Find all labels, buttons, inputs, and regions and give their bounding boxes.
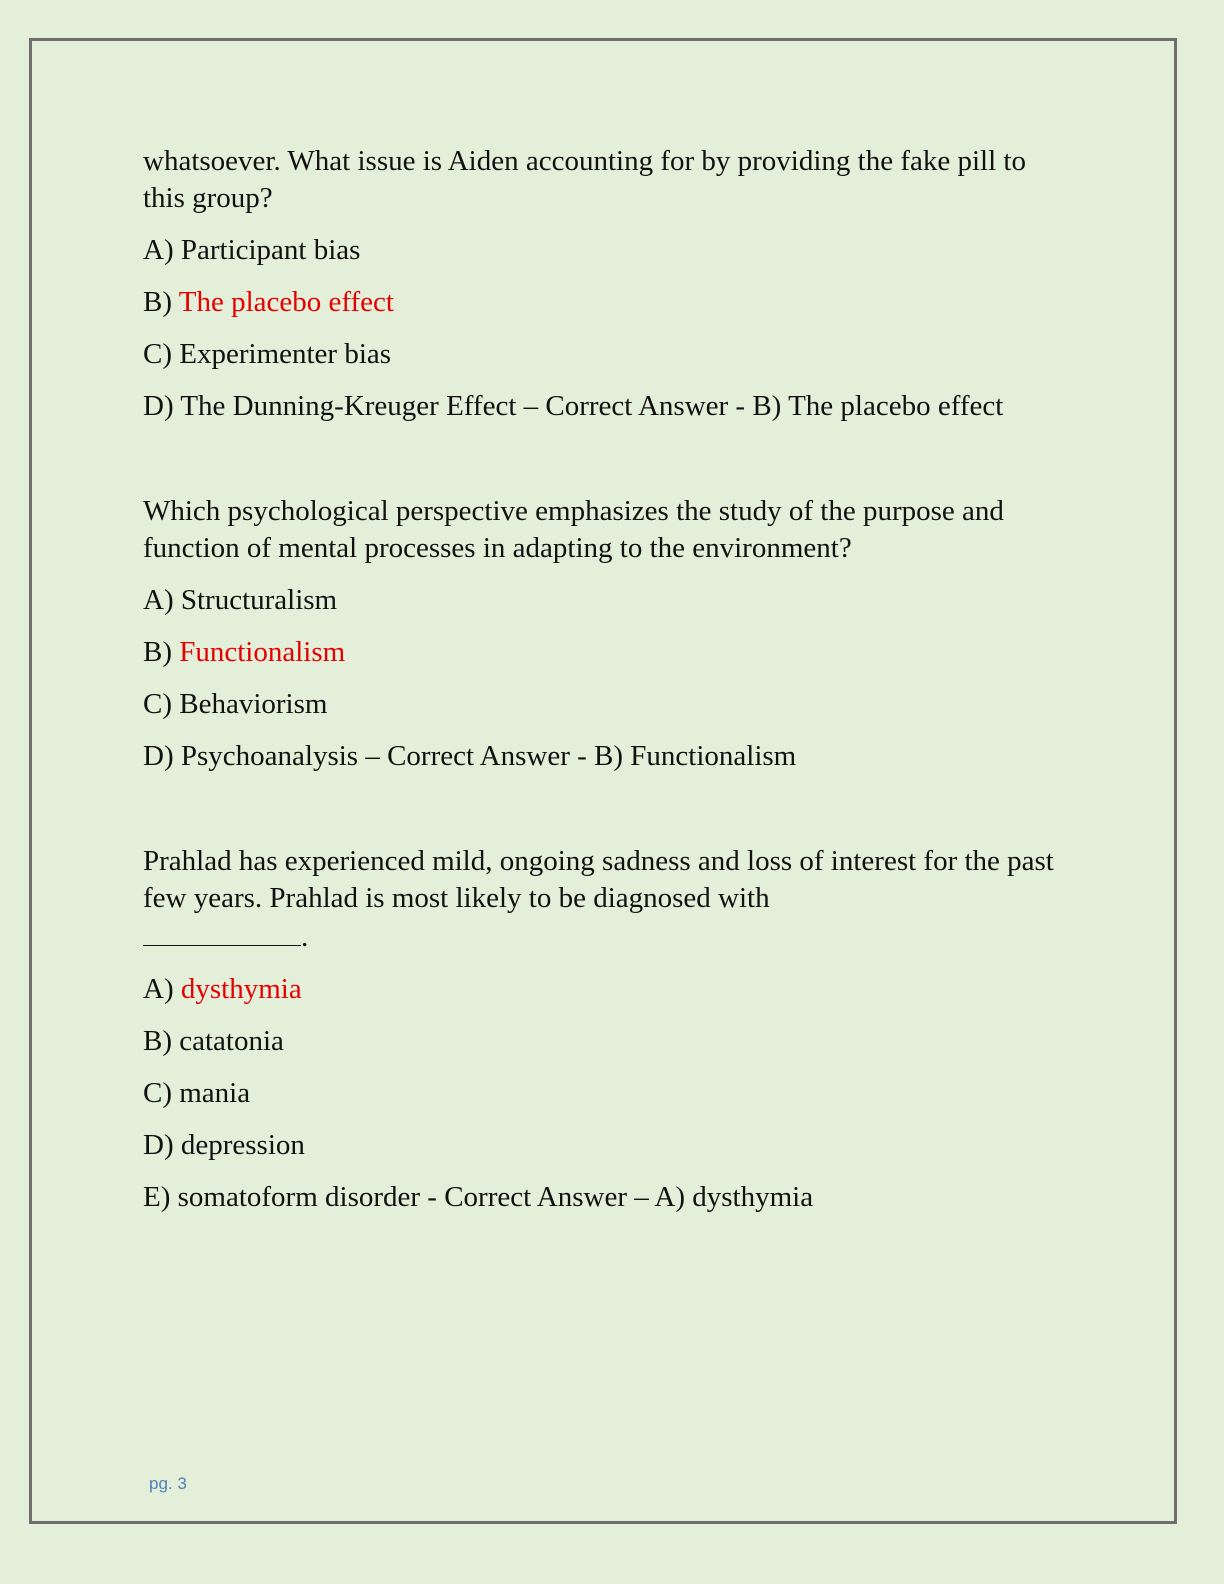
fill-in-blank <box>143 917 301 946</box>
answer-option-correct: A) dysthymia <box>143 973 302 1005</box>
answer-option-correct: B) The placebo effect <box>143 286 394 318</box>
question-block <box>143 143 1063 425</box>
question-block <box>143 493 1063 775</box>
answer-option: C) Experimenter bias <box>143 338 392 370</box>
answer-option-correct: B) Functionalism <box>143 636 346 668</box>
document-body <box>143 143 1063 1216</box>
question-block <box>143 843 1063 1216</box>
correct-answer-highlight: dysthymia <box>180 973 302 1005</box>
question-stem: Prahlad has experienced mild, ongoing sadness and loss of interest for the past few years. Prahlad is most likely to be diagnosed with . <box>143 845 1054 953</box>
correct-answer-highlight: The placebo effect <box>178 286 394 318</box>
answer-option: A) Participant bias <box>143 234 361 266</box>
answer-option: C) mania <box>143 1077 251 1109</box>
question-stem: Which psychological perspective emphasizes the study of the purpose and function of mental processes in adapting to the environment? <box>143 495 1004 564</box>
correct-answer-highlight: Functionalism <box>179 636 346 668</box>
page-number: pg. 3 <box>149 1474 187 1493</box>
answer-option: D) The Dunning-Kreuger Effect – Correct Answer - B) The placebo effect <box>143 390 1004 422</box>
answer-option: E) somatoform disorder - Correct Answer – A) dysthymia <box>143 1181 814 1213</box>
question-stem: whatsoever. What issue is Aiden accounting for by providing the fake pill to this group? <box>143 145 1026 214</box>
answer-option: B) catatonia <box>143 1025 284 1057</box>
answer-option: A) Structuralism <box>143 584 338 616</box>
answer-option: D) Psychoanalysis – Correct Answer - B) Functionalism <box>143 740 797 772</box>
answer-option: C) Behaviorism <box>143 688 328 720</box>
answer-option: D) depression <box>143 1129 305 1161</box>
